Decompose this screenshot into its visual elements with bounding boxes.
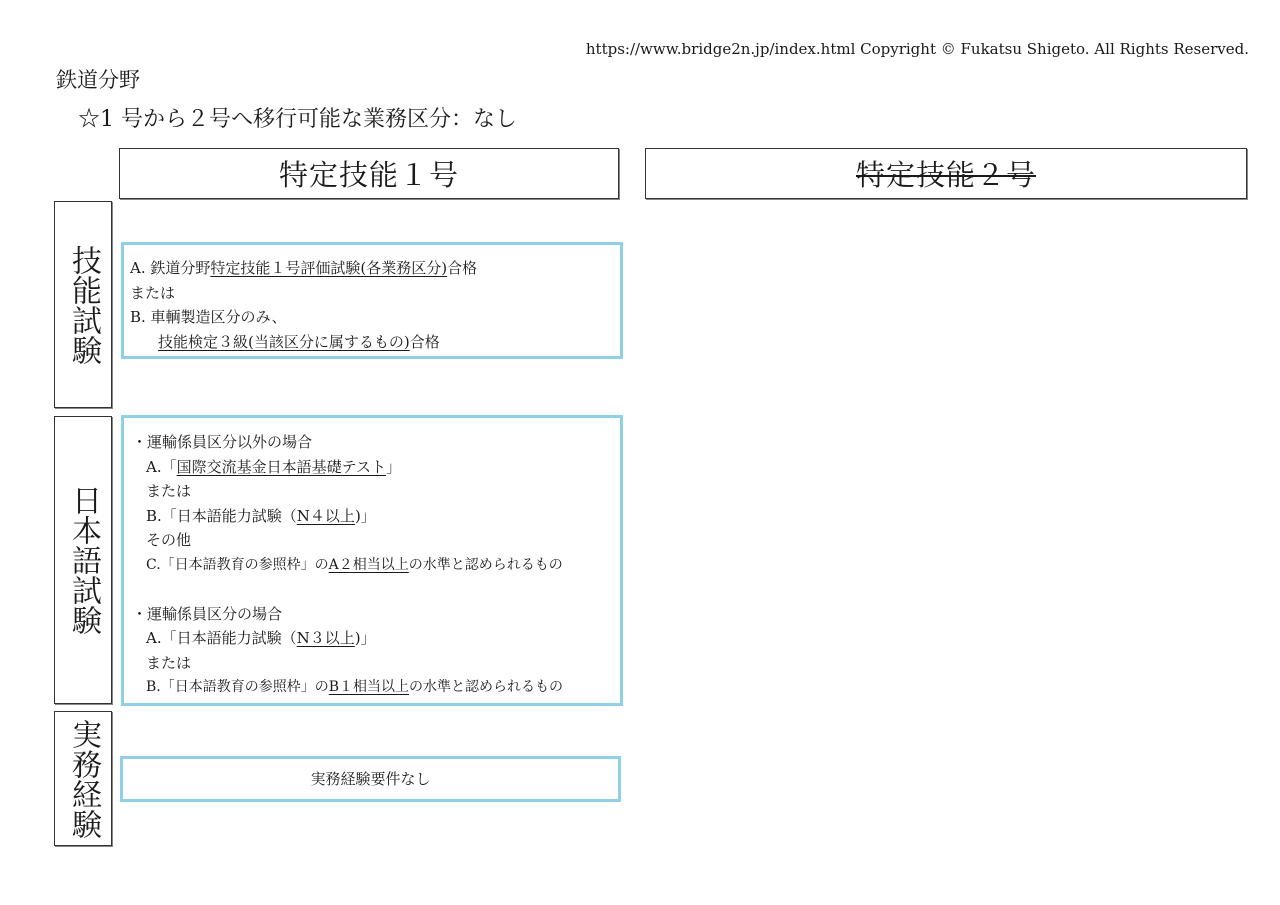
lang-group2-option-a	[132, 626, 620, 651]
lang-g1-a-prefix: A.「	[146, 457, 177, 476]
skill-a-prefix: A. 鉄道分野	[130, 259, 211, 277]
skill-b-suffix: 合格	[409, 332, 440, 351]
lang-g1-a-test-name: 国際交流基金日本語基礎テスト	[176, 457, 387, 476]
column-header-tokutei-1	[119, 148, 619, 199]
lang-g1-c-prefix: C.「日本語教育の参照枠」の	[146, 556, 329, 573]
row-label-language-test-text: 日本語試験	[66, 485, 101, 635]
lang-group2-heading: ・運輸係員区分の場合	[132, 604, 283, 623]
lang-group1-or: または	[146, 482, 192, 500]
skill-or: または	[130, 283, 176, 302]
work-experience-box	[120, 756, 621, 802]
transfer-note: ☆1 号から２号へ移行可能な業務区分：なし	[78, 107, 517, 132]
work-experience-text: 実務経験要件なし	[310, 769, 431, 788]
skill-a-exam-name: 特定技能１号評価試験(各業務区分)	[210, 259, 448, 277]
lang-g2-a-level: N３以上	[296, 629, 355, 647]
lang-g2-b-prefix: B.「日本語教育の参照枠」の	[146, 679, 329, 695]
skill-test-box	[121, 242, 623, 359]
spacer	[132, 577, 620, 602]
lang-g1-a-suffix: 」	[386, 457, 402, 476]
lang-g2-a-suffix: )」	[354, 629, 376, 647]
lang-group2-or: または	[146, 653, 192, 672]
skill-option-a	[130, 256, 620, 281]
lang-g1-c-suffix: の水準と認められるもの	[408, 556, 563, 573]
lang-g1-c-level: A２相当以上	[328, 556, 409, 573]
copyright-notice: https://www.bridge2n.jp/index.html Copyright © Fukatsu Shigeto. All Rights Reserved.	[585, 40, 1249, 58]
lang-g1-b-level: N４以上	[296, 506, 355, 525]
row-label-work-experience	[54, 711, 112, 846]
column-header-tokutei-1-label: 特定技能１号	[278, 158, 459, 192]
column-header-tokutei-2	[645, 148, 1247, 199]
lang-group2-option-b	[132, 675, 620, 700]
lang-g1-b-prefix: B.「日本語能力試験（	[146, 506, 297, 525]
lang-g1-b-suffix: )」	[354, 506, 376, 525]
lang-group1-heading: ・運輸係員区分以外の場合	[132, 433, 313, 451]
language-test-box	[121, 415, 623, 706]
field-title: 鉄道分野	[56, 68, 140, 92]
lang-group1-other: その他	[146, 531, 192, 549]
lang-group1-option-a	[132, 455, 620, 480]
row-label-skill-test	[54, 201, 112, 408]
skill-b-exam-name: 技能検定３級(当該区分に属するもの)	[158, 332, 410, 351]
row-label-work-experience-text: 実務経験	[66, 718, 101, 839]
lang-g2-a-prefix: A.「日本語能力試験（	[146, 629, 297, 647]
lang-g2-b-level: B１相当以上	[328, 679, 410, 695]
skill-a-suffix: 合格	[447, 259, 478, 277]
skill-option-b: B. 車輌製造区分のみ、	[130, 308, 287, 326]
lang-group1-option-b	[132, 504, 620, 529]
column-header-tokutei-2-label: 特定技能２号	[855, 158, 1036, 192]
skill-option-b-detail	[130, 330, 620, 355]
row-label-language-test	[54, 416, 112, 704]
row-label-skill-test-text: 技能試験	[66, 244, 101, 365]
lang-g2-b-suffix: の水準と認められるもの	[409, 679, 564, 695]
lang-group1-option-c	[132, 553, 620, 578]
